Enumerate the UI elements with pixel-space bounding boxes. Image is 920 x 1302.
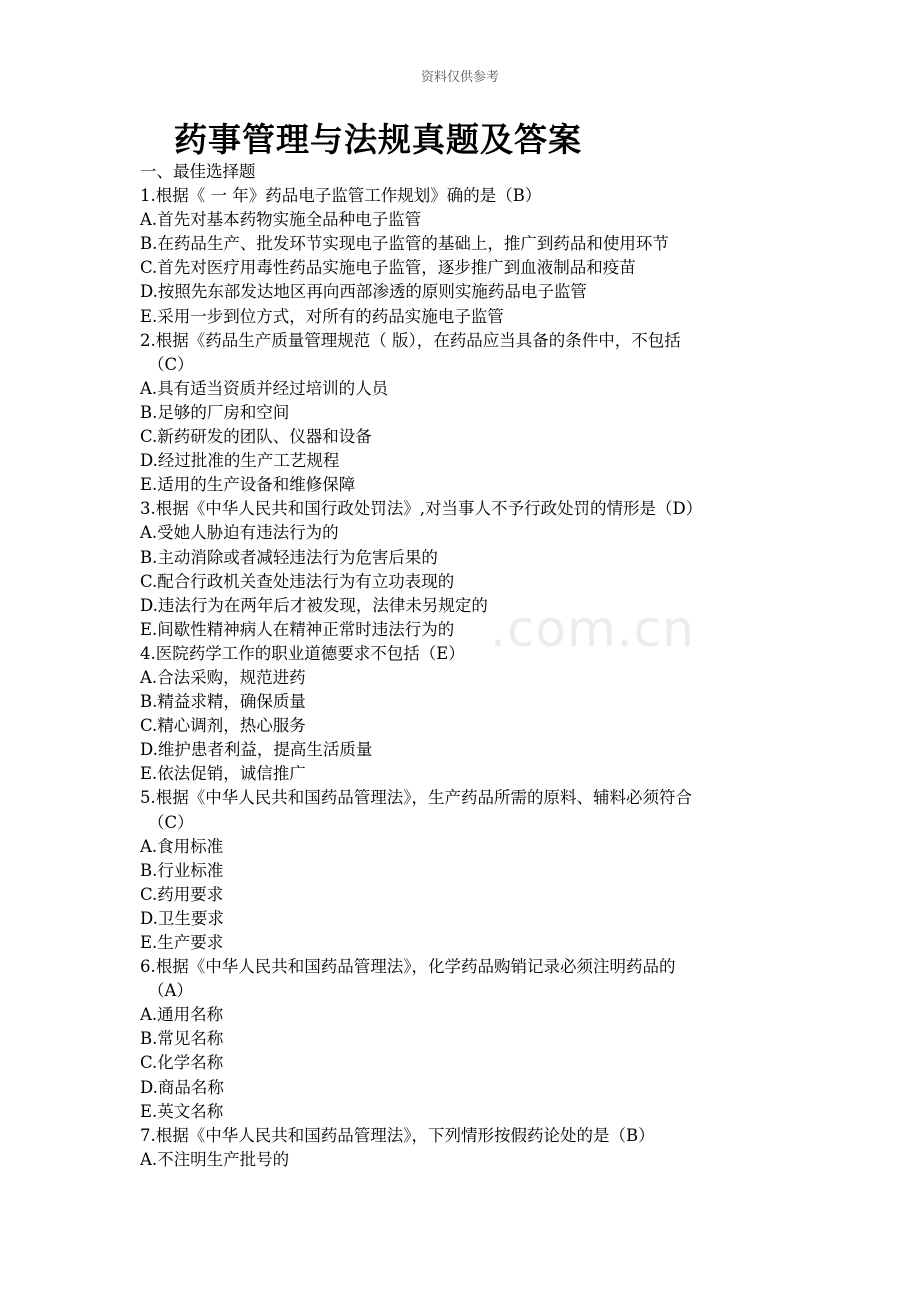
option-line: A.首先对基本药物实施全品种电子监管 <box>140 210 422 230</box>
question-2-answer: （C） <box>148 354 194 374</box>
question-4: 4.医院药学工作的职业道德要求不包括（E） <box>140 643 465 663</box>
question-6: 6.根据《中华人民共和国药品管理法》，化学药品购销记录必须注明药品的 <box>140 957 676 977</box>
option-line: C.首先对医疗用毒性药品实施电子监管，逐步推广到血液制品和疫苗 <box>140 258 636 278</box>
option-line: B.精益求精，确保质量 <box>140 692 306 712</box>
option-line: B.常见名称 <box>140 1029 224 1049</box>
option-line: D.维护患者利益，提高生活质量 <box>140 740 373 760</box>
option-line: E.适用的生产设备和维修保障 <box>140 475 356 495</box>
option-line: B.主动消除或者减轻违法行为危害后果的 <box>140 547 438 567</box>
option-line: A.通用名称 <box>140 1005 224 1025</box>
option-line: C.新药研发的团队、仪器和设备 <box>140 427 372 447</box>
option-line: A.合法采购，规范进药 <box>140 667 306 687</box>
option-line: A.受她人胁迫有违法行为的 <box>140 523 339 543</box>
option-line: C.化学名称 <box>140 1053 224 1073</box>
question-3: 3.根据《中华人民共和国行政处罚法》,对当事人不予行政处罚的情形是（D） <box>140 499 703 519</box>
option-line: E.间歇性精神病人在精神正常时违法行为的 <box>140 619 455 639</box>
option-line: E.生产要求 <box>140 933 224 952</box>
question-5: 5.根据《中华人民共和国药品管理法》，生产药品所需的原料、辅料必须符合 <box>140 788 692 808</box>
option-line: B.足够的厂房和空间 <box>140 402 290 422</box>
option-line: E.采用一步到位方式，对所有的药品实施电子监管 <box>140 306 504 326</box>
option-line: A.具有适当资质并经过培训的人员 <box>140 378 389 398</box>
option-line: D.经过批准的生产工艺规程 <box>140 451 340 471</box>
page-header-note: 资料仅供参考 <box>420 70 499 85</box>
option-line: A.不注明生产批号的 <box>140 1149 290 1169</box>
option-line: E.依法促销，诚信推广 <box>140 764 306 784</box>
option-line: A.食用标准 <box>140 836 224 856</box>
section-heading: 一、最佳选择题 <box>140 162 256 181</box>
question-1: 1.根据《 一 年》药品电子监管工作规划》确的是（B） <box>140 186 542 206</box>
option-line: D.卫生要求 <box>140 908 224 928</box>
watermark: .com.cn <box>490 600 695 658</box>
option-line: C.药用要求 <box>140 884 224 904</box>
document-title: 药事管理与法规真题及答案 <box>174 120 582 159</box>
option-line: B.在药品生产、批发环节实现电子监管的基础上，推广到药品和使用环节 <box>140 234 669 254</box>
option-line: C.精心调剂，热心服务 <box>140 716 306 736</box>
option-line: C.配合行政机关查处违法行为有立功表现的 <box>140 571 455 591</box>
question-5-answer: （C） <box>148 812 194 832</box>
option-line: D.按照先东部发达地区再向西部渗透的原则实施药品电子监管 <box>140 282 587 302</box>
question-6-answer: （A） <box>148 981 193 1001</box>
option-line: B.行业标准 <box>140 860 224 880</box>
option-line: D.违法行为在两年后才被发现，法律未另规定的 <box>140 595 488 615</box>
question-2: 2.根据《药品生产质量管理规范（ 版），在药品应当具备的条件中，不包括 <box>140 330 681 350</box>
option-line: E.英文名称 <box>140 1101 224 1121</box>
document-body <box>140 160 780 1172</box>
question-7: 7.根据《中华人民共和国药品管理法》，下列情形按假药论处的是（B） <box>140 1125 655 1145</box>
option-line: D.商品名称 <box>140 1077 224 1097</box>
